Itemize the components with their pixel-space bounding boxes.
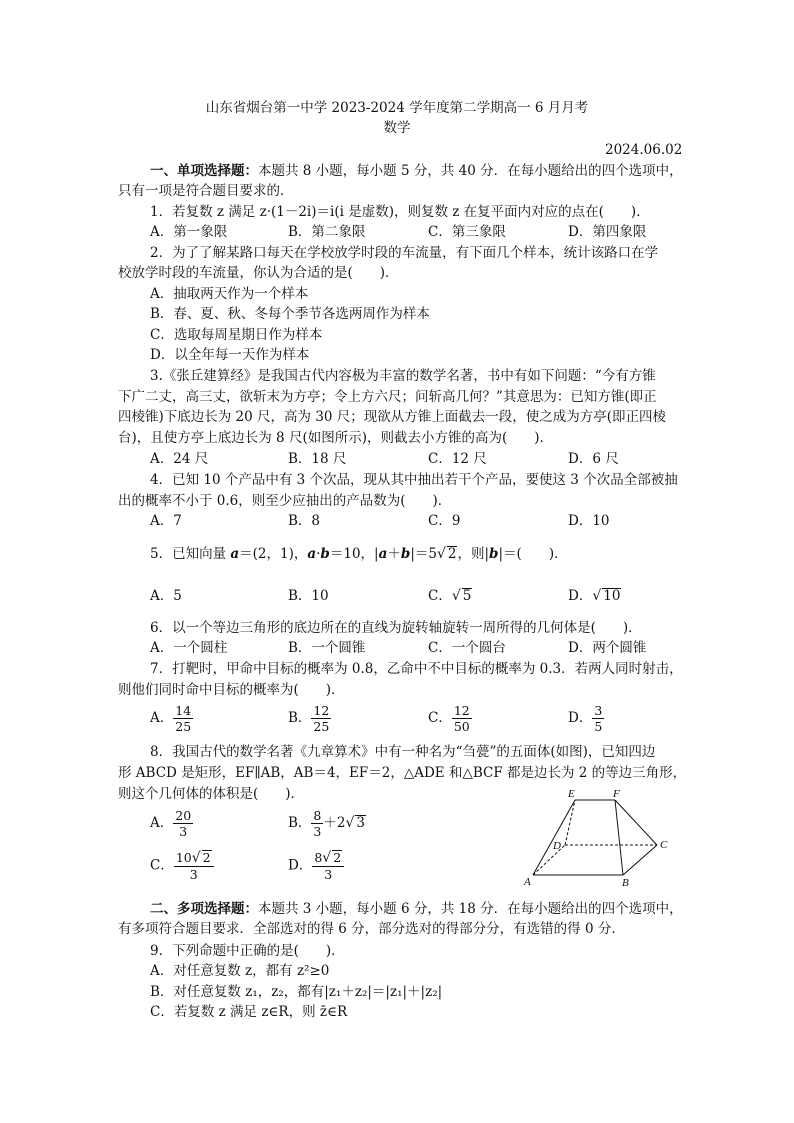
section2-heading: 二、多项选择题：: [150, 901, 258, 917]
denominator: 25: [175, 719, 192, 734]
q7-option-b: [288, 703, 331, 734]
q5-option-a: A．5: [150, 588, 182, 604]
section1-heading: 一、单项选择题：: [150, 163, 258, 179]
q3-option-a: A．24 尺: [150, 451, 209, 467]
numerator-coefficient: 8: [314, 850, 323, 865]
q5-option-c-radicand: 5: [462, 588, 472, 604]
fraction: [452, 703, 472, 734]
denominator: 3: [313, 824, 322, 839]
numerator: [174, 850, 214, 867]
fraction: [312, 850, 344, 882]
radicand: 2: [202, 850, 211, 865]
q4-option-d: D．10: [568, 513, 610, 529]
numerator: 8: [313, 808, 322, 823]
denominator: 5: [594, 719, 603, 734]
fraction: [173, 808, 193, 839]
edge-bc: [623, 845, 657, 875]
q3-option-c: C．12 尺: [428, 451, 487, 467]
q9-option-c: C．若复数 z 满足 z∈R，则 z̄∈R: [150, 1004, 348, 1020]
label-d: D: [553, 840, 561, 852]
sqrt-icon: √: [322, 850, 332, 866]
subject-title: 数学: [383, 120, 411, 136]
q8-option-b: [288, 808, 366, 839]
q1-option-c: C．第三象限: [428, 224, 506, 240]
q1-option-d: D．第四象限: [568, 224, 647, 240]
q6-option-d: D．两个圆锥: [568, 640, 647, 656]
sqrt-icon: √: [592, 588, 602, 604]
sqrt-icon: √: [345, 815, 355, 831]
q5-text-2: ＝(2，1)，: [239, 546, 308, 562]
label-c: C: [660, 839, 668, 851]
q4-option-c: C．9: [428, 513, 461, 529]
numerator: [312, 850, 344, 867]
numerator: 20: [175, 808, 192, 823]
edge-ae: [533, 800, 575, 875]
section1-intro-a: 本题共 8 小题，每小题 5 分，共 40 分．在每小题给出的四个选项中，: [258, 163, 683, 179]
label-f: F: [613, 788, 620, 800]
pentahedron-figure: [515, 785, 675, 890]
exam-title: 山东省烟台第一中学 2023-2024 学年度第二学期高一 6 月月考: [205, 100, 589, 116]
label-e: E: [568, 788, 575, 800]
q6-option-b: B．一个圆锥: [288, 640, 366, 656]
denominator: 3: [324, 867, 333, 882]
q5-text-1: 5．已知向量: [150, 546, 231, 562]
edge-cf: [615, 800, 657, 845]
q2-option-d: D．以全年每一天作为样本: [150, 347, 310, 363]
vector-b: b: [320, 546, 330, 562]
q7-option-b-label: B．: [288, 710, 312, 726]
numerator: 12: [313, 703, 330, 718]
q6-option-c: C．一个圆台: [428, 640, 506, 656]
q4-stem-b: 出的概率不小于 0.6，则至少应抽出的产品数为( )．: [118, 493, 452, 509]
q7-option-d-label: D．: [568, 710, 593, 726]
q3-stem-b: 下广二丈，高三丈，欲斩末为方亭；令上方六尺；问斩高几何？”其意思为：已知方锥(即正: [118, 389, 657, 405]
q5-text-4: ，则: [457, 546, 485, 562]
q8-option-d-label: D．: [288, 857, 313, 874]
plus-sign: ＋: [387, 546, 401, 562]
q5-option-c: [428, 587, 472, 605]
fraction: [311, 703, 331, 734]
sqrt-icon: √: [436, 546, 446, 562]
q8-option-c-label: C．: [150, 857, 174, 874]
q8-stem-a: 8．我国古代的数学名著《九章算术》中有一种名为“刍甍”的五面体(如图)，已知四边: [150, 744, 656, 760]
q5-radicand: 2: [447, 546, 457, 562]
section1-intro-b: 只有一项是符合题目要求的．: [118, 183, 294, 199]
exam-date: 2024.06.02: [605, 142, 683, 158]
sqrt-icon: √: [451, 588, 461, 604]
q8-option-d: [288, 850, 344, 882]
q3-option-d: D．6 尺: [568, 451, 619, 467]
q5-option-d-radicand: 10: [603, 588, 621, 604]
q1-stem: 1．若复数 z 满足 z·(1－2i)＝i(i 是虚数)，则复数 z 在复平面内对应的点在( )．: [150, 204, 650, 220]
denominator: 50: [453, 719, 470, 734]
q9-stem: 9．下列命题中正确的是( )．: [150, 943, 345, 959]
section2-intro-b: 有多项符合题目要求．全部选对的得 6 分，部分选对的得部分分，有选错的得 0 分．: [118, 921, 625, 937]
numerator-coefficient: 10: [175, 850, 192, 865]
q7-option-a-label: A．: [150, 710, 174, 726]
q5-stem: [150, 545, 568, 563]
dot-operator: ·: [316, 546, 321, 562]
denominator: 3: [179, 824, 188, 839]
q8-stem-b: 形 ABCD 是矩形，EF∥AB，AB＝4，EF＝2，△ADE 和△BCF 都是边长为 2 的等边三角形，: [118, 765, 687, 781]
q6-option-a: A．一个圆柱: [150, 640, 228, 656]
q3-option-b: B．18 尺: [288, 451, 347, 467]
q1-option-a: A．第一象限: [150, 224, 228, 240]
abs-bar: |: [410, 546, 415, 562]
q5-equals: ＝5: [414, 546, 437, 562]
vector-a: a: [378, 546, 388, 562]
numerator: 14: [175, 703, 192, 718]
radicand: 2: [333, 850, 342, 865]
vector-a: a: [230, 546, 240, 562]
section2-intro-a: 本题共 3 小题，每小题 6 分，共 18 分．在每小题给出的四个选项中，: [258, 901, 683, 917]
fraction: [592, 703, 604, 734]
denominator: 3: [189, 867, 198, 882]
q1-option-b: B．第二象限: [288, 224, 366, 240]
q5-option-d-label: D．: [568, 588, 593, 604]
q2-stem-b: 校放学时段的车流量，你认为合适的是( )．: [118, 265, 399, 281]
q5-option-d: [568, 587, 621, 605]
section2-intro: [150, 900, 683, 918]
q7-option-a: [150, 703, 193, 734]
abs-bar: |: [484, 546, 490, 562]
q2-stem-a: 2．为了了解某路口每天在学校放学时段的车流量，有下面几个样本，统计该路口在学: [150, 245, 659, 261]
q7-option-d: [568, 703, 604, 734]
q8-option-b-plus: ＋2: [323, 815, 346, 831]
q2-option-c: C．选取每周星期日作为样本: [150, 327, 323, 343]
q2-option-a: A．抽取两天作为一个样本: [150, 286, 309, 302]
q5-text-3: ＝10，: [329, 546, 375, 562]
section1-intro: [150, 162, 683, 180]
q3-stem-d: 台)，且使方亭上底边长为 8 尺(如图所示)，则截去小方锥的高为( )．: [118, 430, 554, 446]
q5-option-b: B．10: [288, 588, 329, 604]
vector-b: b: [400, 546, 411, 562]
vector-b: b: [489, 546, 499, 562]
fraction: [311, 808, 323, 839]
q9-option-b: B．对任意复数 z₁，z₂，都有|z₁＋z₂|＝|z₁|＋|z₂|: [150, 984, 443, 1000]
q8-stem-c: 则这个几何体的体积是( )．: [118, 786, 305, 802]
vector-a: a: [307, 546, 317, 562]
numerator: 3: [594, 703, 603, 718]
sqrt-icon: √: [191, 850, 201, 866]
q7-option-c-label: C．: [428, 710, 452, 726]
q8-option-c: [150, 850, 214, 882]
label-a: A: [524, 876, 531, 888]
q4-option-a: A．7: [150, 513, 182, 529]
denominator: 25: [313, 719, 330, 734]
q8-option-b-label: B．: [288, 815, 312, 831]
q9-option-a: A．对任意复数 z，都有 z²≥0: [150, 963, 330, 979]
q6-stem: 6．以一个等边三角形的底边所在的直线为旋转轴旋转一周所得的几何体是( )．: [150, 620, 642, 636]
q2-option-b: B．春、夏、秋、冬每个季节各选两周作为样本: [150, 306, 430, 322]
abs-bar: |: [498, 546, 504, 562]
q5-option-c-label: C．: [428, 588, 452, 604]
q3-stem-c: 四棱锥)下底边长为 20 尺，高为 30 尺；现欲从方锥上面截去一段，使之成为方亭(即正四棱: [118, 409, 667, 425]
edge-bf: [615, 800, 623, 875]
label-b: B: [622, 877, 629, 889]
q4-option-b: B．8: [288, 513, 321, 529]
q4-stem-a: 4．已知 10 个产品中有 3 个次品，现从其中抽出若干个产品，要使这 3 个次品全部被抽: [150, 472, 678, 488]
fraction: [174, 850, 214, 882]
q7-stem-b: 则他们同时命中目标的概率为( )．: [118, 682, 345, 698]
q8-option-a: [150, 808, 193, 839]
q7-option-c: [428, 703, 472, 734]
numerator: 12: [453, 703, 470, 718]
q8-option-b-radicand: 3: [356, 815, 365, 831]
q8-option-a-label: A．: [150, 815, 174, 831]
q7-stem-a: 7．打靶时，甲命中目标的概率为 0.8，乙命中不中目标的概率为 0.3．若两人同时射击，: [150, 661, 683, 677]
abs-bar: |: [374, 546, 379, 562]
fraction: [173, 703, 193, 734]
q5-text-5: ＝( )．: [503, 546, 568, 562]
q3-stem-a: 3.《张丘建算经》是我国古代内容极为丰富的数学名著，书中有如下问题：“今有方锥: [150, 368, 656, 384]
edge-de-hidden: [565, 800, 575, 845]
